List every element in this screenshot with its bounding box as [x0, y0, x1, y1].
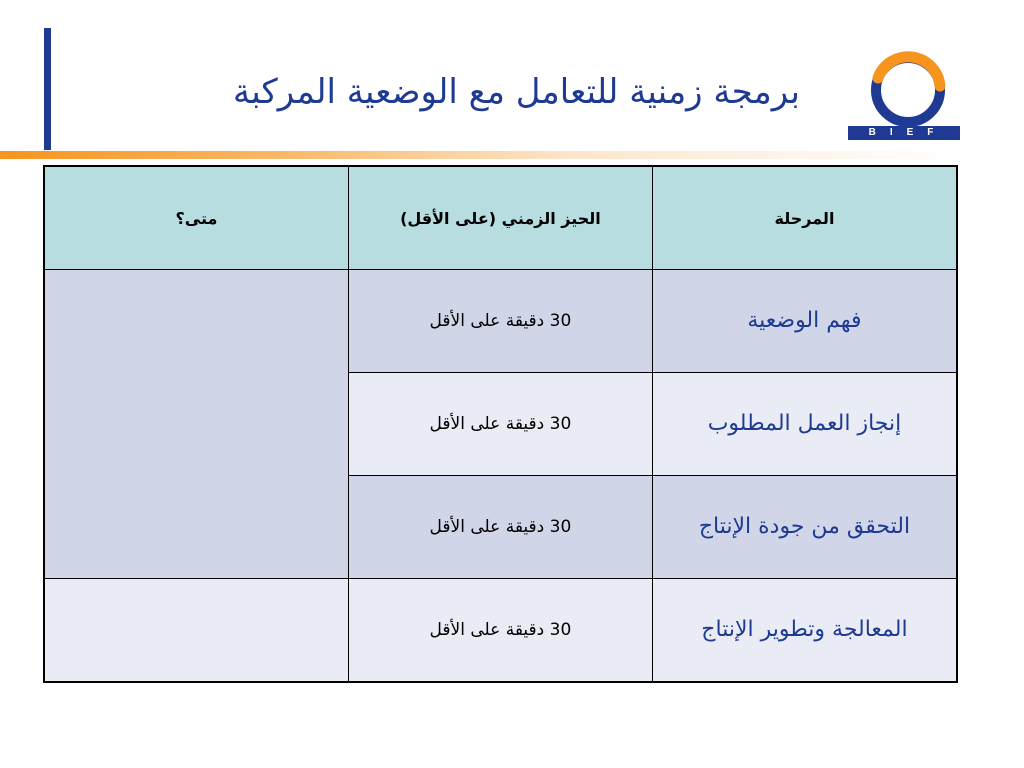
header-divider	[0, 151, 960, 159]
bief-logo	[848, 40, 964, 148]
stage-cell: فهم الوضعية	[652, 270, 957, 373]
header-when: متى؟	[44, 166, 348, 270]
stage-cell: التحقق من جودة الإنتاج	[652, 476, 957, 579]
duration-cell: 30 دقيقة على الأقل	[348, 373, 652, 476]
stage-cell: إنجاز العمل المطلوب	[652, 373, 957, 476]
table-header-row	[44, 166, 957, 270]
header-duration: الحيز الزمني (على الأقل)	[348, 166, 652, 270]
header-stage: المرحلة	[652, 166, 957, 270]
when-cell	[44, 579, 348, 683]
left-accent-bar	[44, 28, 51, 150]
duration-cell: 30 دقيقة على الأقل	[348, 579, 652, 683]
table-row	[44, 270, 957, 373]
duration-cell: 30 دقيقة على الأقل	[348, 270, 652, 373]
schedule-table	[43, 165, 958, 683]
duration-cell: 30 دقيقة على الأقل	[348, 476, 652, 579]
stage-cell: المعالجة وتطوير الإنتاج	[652, 579, 957, 683]
slide-title: برمجة زمنية للتعامل مع الوضعية المركبة	[233, 72, 800, 112]
when-cell	[44, 270, 348, 579]
table-row	[44, 579, 957, 683]
logo-ring-icon	[848, 40, 964, 140]
logo-label: BIEF	[848, 126, 960, 140]
